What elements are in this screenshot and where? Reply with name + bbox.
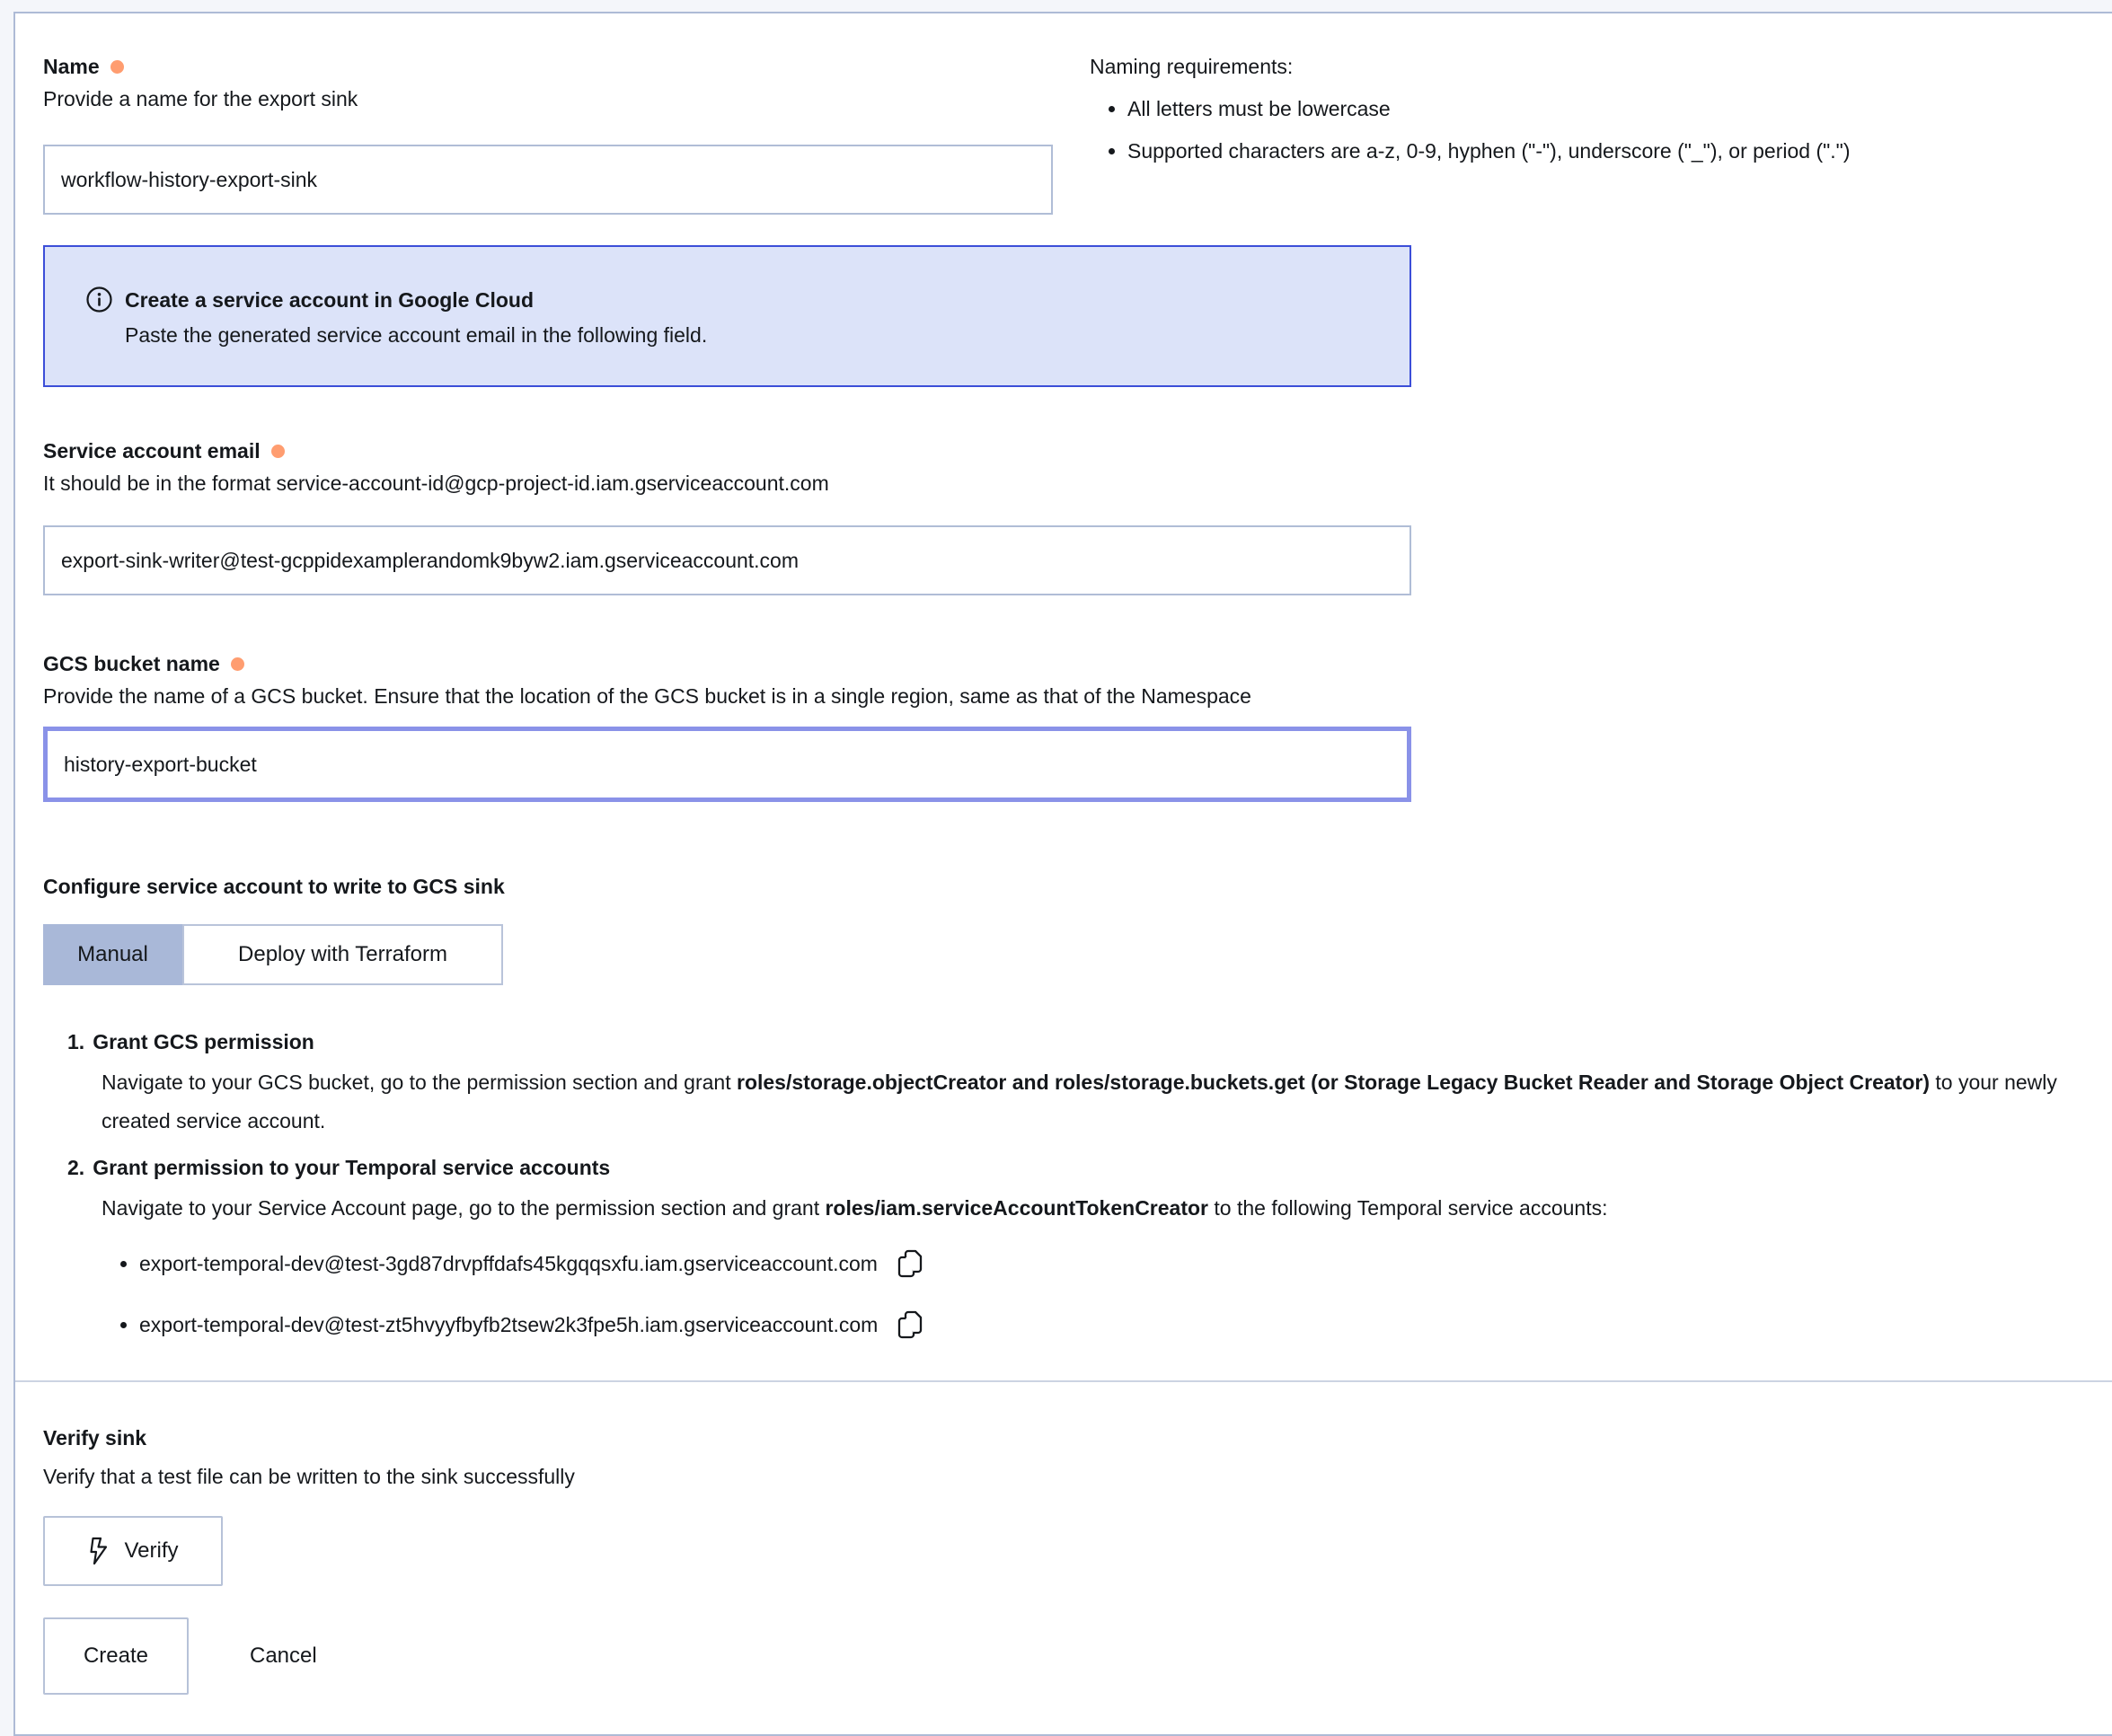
info-banner-title: Create a service account in Google Cloud	[125, 288, 535, 312]
step-number: 1.	[67, 1030, 85, 1053]
step-grant-temporal-permission	[67, 1151, 2072, 1228]
required-dot-icon	[110, 60, 124, 74]
copy-button[interactable]	[897, 1310, 923, 1339]
lightning-bolt-icon	[87, 1537, 110, 1565]
gcs-bucket-name-description: Provide the name of a GCS bucket. Ensure that the location of the GCS bucket is in a single region, same as that of the Namespace	[43, 684, 1251, 708]
service-account-info-banner	[43, 245, 1411, 387]
naming-requirements-list	[1090, 93, 1851, 167]
name-input[interactable]	[43, 145, 1053, 215]
required-dot-icon	[231, 657, 244, 671]
step-grant-gcs-permission	[67, 1026, 2072, 1141]
cancel-button-label: Cancel	[250, 1643, 317, 1668]
info-circle-icon	[85, 286, 113, 313]
info-banner-description: Paste the generated service account email in the following field.	[125, 323, 708, 347]
name-label-text: Name	[43, 55, 100, 78]
section-divider	[15, 1380, 2112, 1382]
step-body: Navigate to your GCS bucket, go to the permission section and grant roles/storage.objectCreator and roles/storage.buckets.get (or Storage Legacy Bucket Reader and Storage Object Creator) to your newly created service account.	[102, 1071, 2057, 1132]
copy-icon	[897, 1310, 923, 1339]
service-account-email-label	[43, 435, 2072, 467]
required-dot-icon	[271, 445, 285, 458]
form-actions	[43, 1617, 2072, 1695]
cancel-button[interactable]	[250, 1643, 317, 1669]
gcs-bucket-name-label-text: GCS bucket name	[43, 652, 220, 675]
step-body-bold: roles/iam.serviceAccountTokenCreator	[825, 1196, 1208, 1220]
step-number: 2.	[67, 1156, 85, 1179]
step-title-text: Grant GCS permission	[93, 1030, 314, 1053]
create-button-label: Create	[83, 1643, 149, 1668]
naming-requirement-item: • Supported characters are a-z, 0-9, hyphen ("-"), underscore ("_"), or period (".")	[1127, 135, 1851, 167]
service-account-email-label-text: Service account email	[43, 439, 261, 463]
step-title-text: Grant permission to your Temporal service accounts	[93, 1156, 611, 1179]
step-body-bold: roles/storage.objectCreator and roles/storage.buckets.get (or Storage Legacy Bucket Reader and Storage Object Creator)	[737, 1071, 1930, 1094]
create-button[interactable]	[43, 1617, 189, 1695]
service-account-email-description: It should be in the format service-account-id@gcp-project-id.iam.gserviceaccount.com	[43, 471, 829, 495]
copy-icon	[897, 1249, 923, 1278]
name-label	[43, 50, 1053, 83]
list-item	[139, 1310, 2072, 1350]
name-description: Provide a name for the export sink	[43, 87, 358, 110]
manual-steps	[43, 1026, 2072, 1350]
export-sink-form-card	[13, 12, 2112, 1736]
configure-tabs	[43, 924, 503, 985]
naming-requirement-item: • All letters must be lowercase	[1127, 93, 1851, 125]
temporal-service-account-list	[139, 1249, 2072, 1350]
verify-sink-title: Verify sink	[43, 1426, 147, 1450]
tab-deploy-with-terraform[interactable]	[182, 924, 503, 985]
service-account-email-text: • export-temporal-dev@test-zt5hvyyfbyfb2tsew2k3fpe5h.iam.gserviceaccount.com	[139, 1313, 879, 1336]
naming-requirements-title: Naming requirements:	[1090, 55, 1294, 78]
gcs-bucket-name-label	[43, 648, 2072, 680]
name-row	[43, 50, 2072, 215]
step-body: Navigate to your Service Account page, go to the permission section and grant roles/iam.serviceAccountTokenCreator to the following Temporal service accounts:	[102, 1196, 1608, 1220]
verify-sink-description: Verify that a test file can be written to the sink successfully	[43, 1465, 575, 1488]
tab-manual-label: Manual	[77, 942, 148, 966]
service-account-email-text: • export-temporal-dev@test-3gd87drvpffdafs45kgqqsxfu.iam.gserviceaccount.com	[139, 1252, 878, 1275]
verify-button[interactable]	[43, 1516, 223, 1586]
tab-manual[interactable]	[43, 924, 182, 985]
tab-deploy-with-terraform-label: Deploy with Terraform	[238, 942, 447, 966]
configure-section-title: Configure service account to write to GCS sink	[43, 875, 505, 898]
list-item	[139, 1249, 2072, 1289]
copy-button[interactable]	[897, 1249, 923, 1278]
gcs-bucket-name-input[interactable]	[43, 727, 1411, 802]
service-account-email-input[interactable]	[43, 525, 1411, 595]
verify-button-label: Verify	[124, 1538, 179, 1563]
